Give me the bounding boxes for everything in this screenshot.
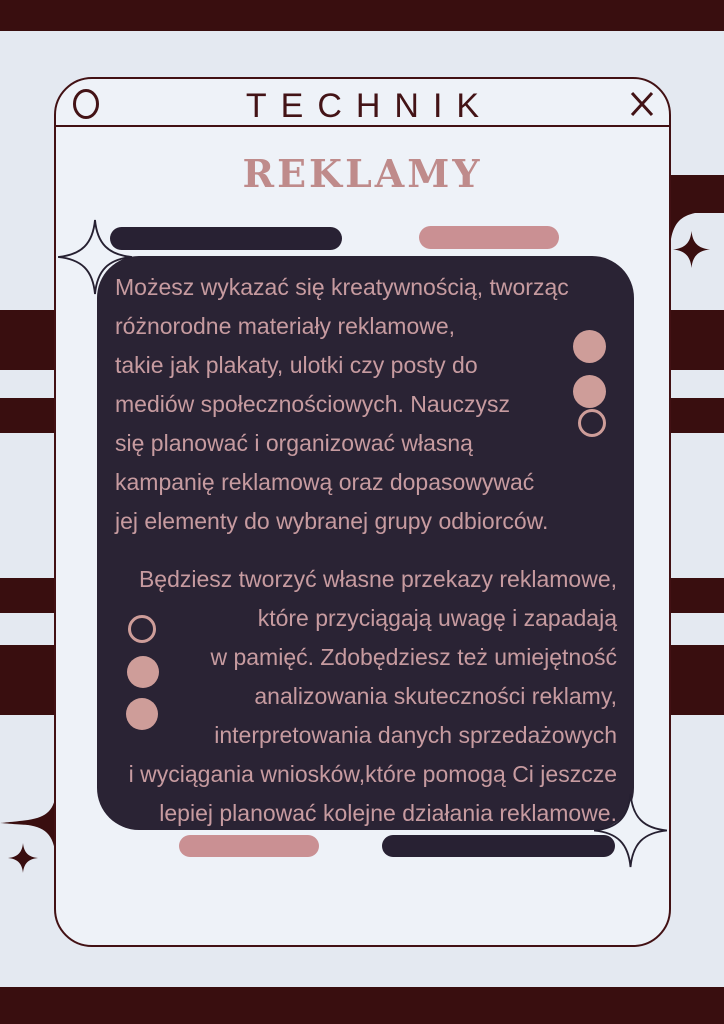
- close-icon[interactable]: [629, 90, 655, 118]
- text-line: różnorodne materiały reklamowe,: [115, 313, 456, 339]
- sparkle-outline-icon: [58, 213, 132, 301]
- text-line: i wyciągania wniosków,które pomogą Ci jeszcze: [128, 761, 617, 787]
- text-line: kampanię reklamową oraz dopasowywać: [115, 469, 535, 495]
- page-title: REKLAMY: [242, 151, 483, 196]
- text-line: jej elementy do wybranej grupy odbiorców.: [115, 508, 549, 534]
- text-line: mediów społecznościowych. Nauczysz: [115, 391, 510, 417]
- dot-decoration: [126, 698, 158, 730]
- window-titlebar: [56, 79, 669, 127]
- dot-outline-decoration: [128, 615, 156, 643]
- paragraph-creativity: [115, 268, 623, 541]
- window-title: TECHNIK: [245, 87, 494, 125]
- window-frame: [54, 77, 671, 947]
- sparkle-icon: [673, 231, 710, 268]
- content-card: [97, 256, 634, 830]
- decorative-pill-dark: [110, 227, 342, 250]
- decorative-pill-pink: [419, 226, 559, 249]
- right-edge-band: [671, 175, 724, 213]
- text-line: które przyciągają uwagę i zapadają: [257, 605, 617, 631]
- dot-decoration: [573, 330, 606, 363]
- dot-outline-decoration: [578, 409, 606, 437]
- text-line: takie jak plakaty, ulotki czy posty do: [115, 352, 478, 378]
- decorative-pill-dark: [382, 835, 615, 857]
- sparkle-icon: [8, 842, 38, 874]
- text-line: się planować i organizować własną: [115, 430, 473, 456]
- background-stripe-bottom: [0, 987, 724, 1024]
- text-line: analizowania skuteczności reklamy,: [254, 683, 617, 709]
- text-line: Możesz wykazać się kreatywnością, tworząc: [115, 274, 569, 300]
- background-stripe-top: [0, 0, 724, 31]
- dot-decoration: [573, 375, 606, 408]
- text-line: w pamięć. Zdobędziesz też umiejętność: [210, 644, 617, 670]
- text-line: Będziesz tworzyć własne przekazy reklamowe,: [138, 566, 617, 592]
- sparkle-outline-icon: [594, 791, 667, 870]
- paragraph-skills: [105, 560, 617, 833]
- decorative-pill-pink: [179, 835, 319, 857]
- text-line: interpretowania danych sprzedażowych: [214, 722, 617, 748]
- text-line: lepiej planować kolejne działania reklamowe.: [159, 800, 617, 826]
- dot-decoration: [127, 656, 159, 688]
